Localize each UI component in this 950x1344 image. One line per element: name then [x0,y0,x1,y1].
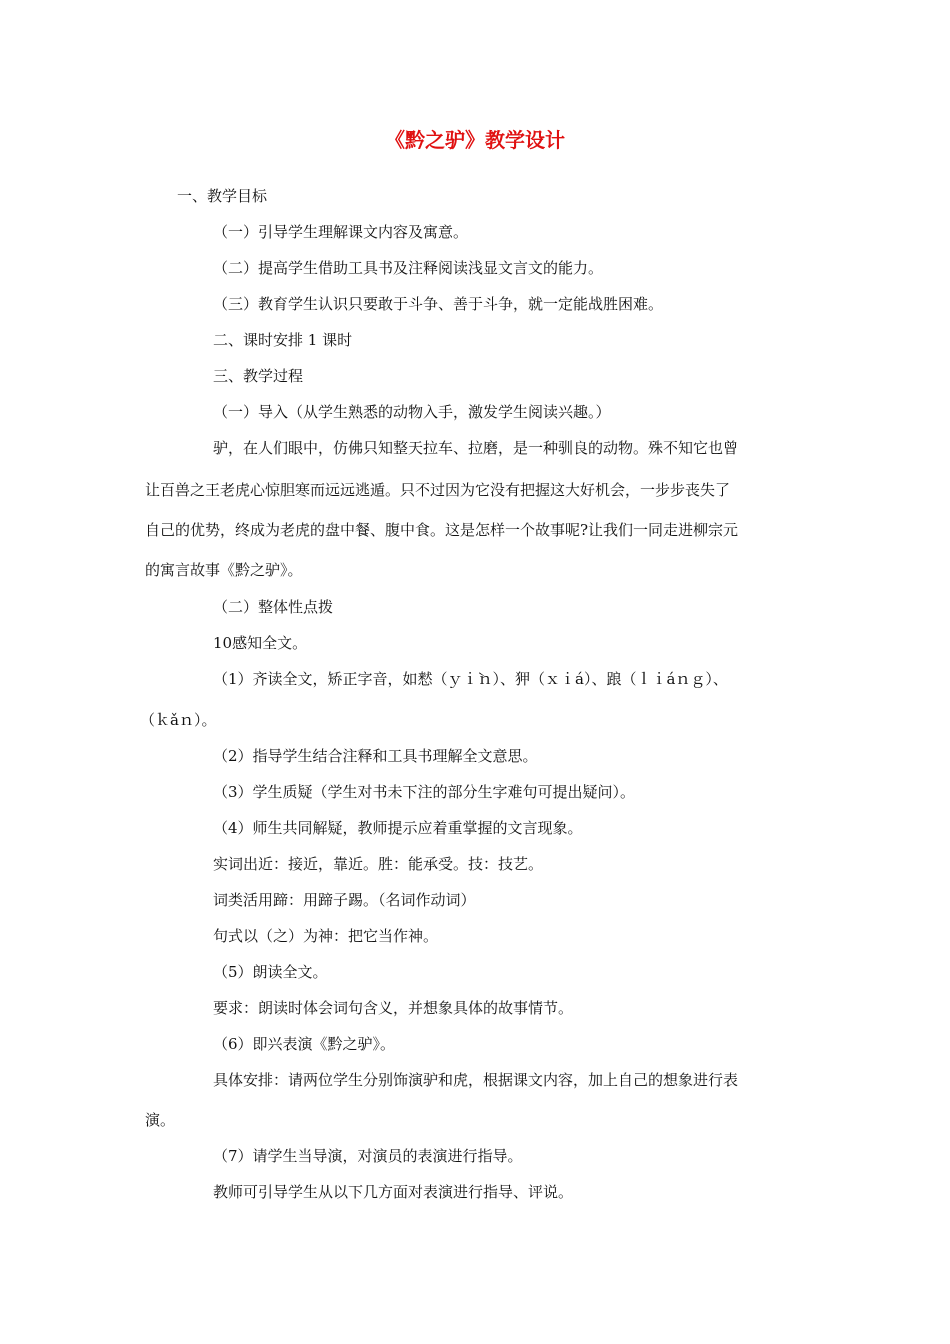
paragraph-line: （7）请学生当导演，对演员的表演进行指导。 [213,1147,523,1165]
document-title: 《黔之驴》教学设计 [385,128,565,152]
paragraph-line: （ｋǎｎ）。 [140,711,217,729]
section-heading: 三、教学过程 [213,367,304,385]
paragraph-line: （3）学生质疑（学生对书未下注的部分生字难句可提出疑问）。 [213,783,636,801]
paragraph-line: 让百兽之王老虎心惊胆寒而远远逃遁。只不过因为它没有把握这大好机会，一步步丧失了 [145,481,731,499]
paragraph-line: 的寓言故事《黔之驴》。 [145,561,303,579]
section-heading: （二）整体性点拨 [213,598,334,616]
paragraph-line: 自己的优势，终成为老虎的盘中餐、腹中食。这是怎样一个故事呢?让我们一同走进柳宗元 [145,521,739,539]
paragraph-line: 词类活用蹄：用蹄子踢。（名词作动词） [213,891,476,909]
paragraph-line: 要求：朗读时体会词句含义，并想象具体的故事情节。 [213,999,574,1017]
paragraph-line: （二）提高学生借助工具书及注释阅读浅显文言文的能力。 [213,259,604,277]
section-heading: 一、教学目标 [177,187,268,205]
paragraph-line: 实词出近：接近，靠近。胜：能承受。技：技艺。 [213,855,544,873]
paragraph-line: （一）引导学生理解课文内容及寓意。 [213,223,469,241]
paragraph-line: （1）齐读全文，矫正字音，如慭（ｙｉ̀ｎ）、狎（ｘｉá）、踉（ｌｉáｎｇ）、 [213,670,728,688]
paragraph-line: （5）朗读全文。 [213,963,328,981]
paragraph-line: 10感知全文。 [213,634,308,652]
paragraph-line: 具体安排：请两位学生分别饰演驴和虎，根据课文内容，加上自己的想象进行表 [213,1071,739,1089]
paragraph-line: 演。 [145,1111,176,1129]
paragraph-line: 句式以（之）为神：把它当作神。 [213,927,439,945]
paragraph-line: （三）教育学生认识只要敢于斗争、善于斗争，就一定能战胜困难。 [213,295,664,313]
paragraph-line: （一）导入（从学生熟悉的动物入手，激发学生阅读兴趣。） [213,403,611,421]
paragraph-line: 驴，在人们眼中，仿佛只知整天拉车、拉磨，是一种驯良的动物。殊不知它也曾 [213,439,739,457]
paragraph-line: 教师可引导学生从以下几方面对表演进行指导、评说。 [213,1183,574,1201]
paragraph-line: （6）即兴表演《黔之驴》。 [213,1035,396,1053]
section-heading: 二、课时安排 1 课时 [213,331,353,349]
paragraph-line: （4）师生共同解疑，教师提示应着重掌握的文言现象。 [213,819,583,837]
paragraph-line: （2）指导学生结合注释和工具书理解全文意思。 [213,747,538,765]
